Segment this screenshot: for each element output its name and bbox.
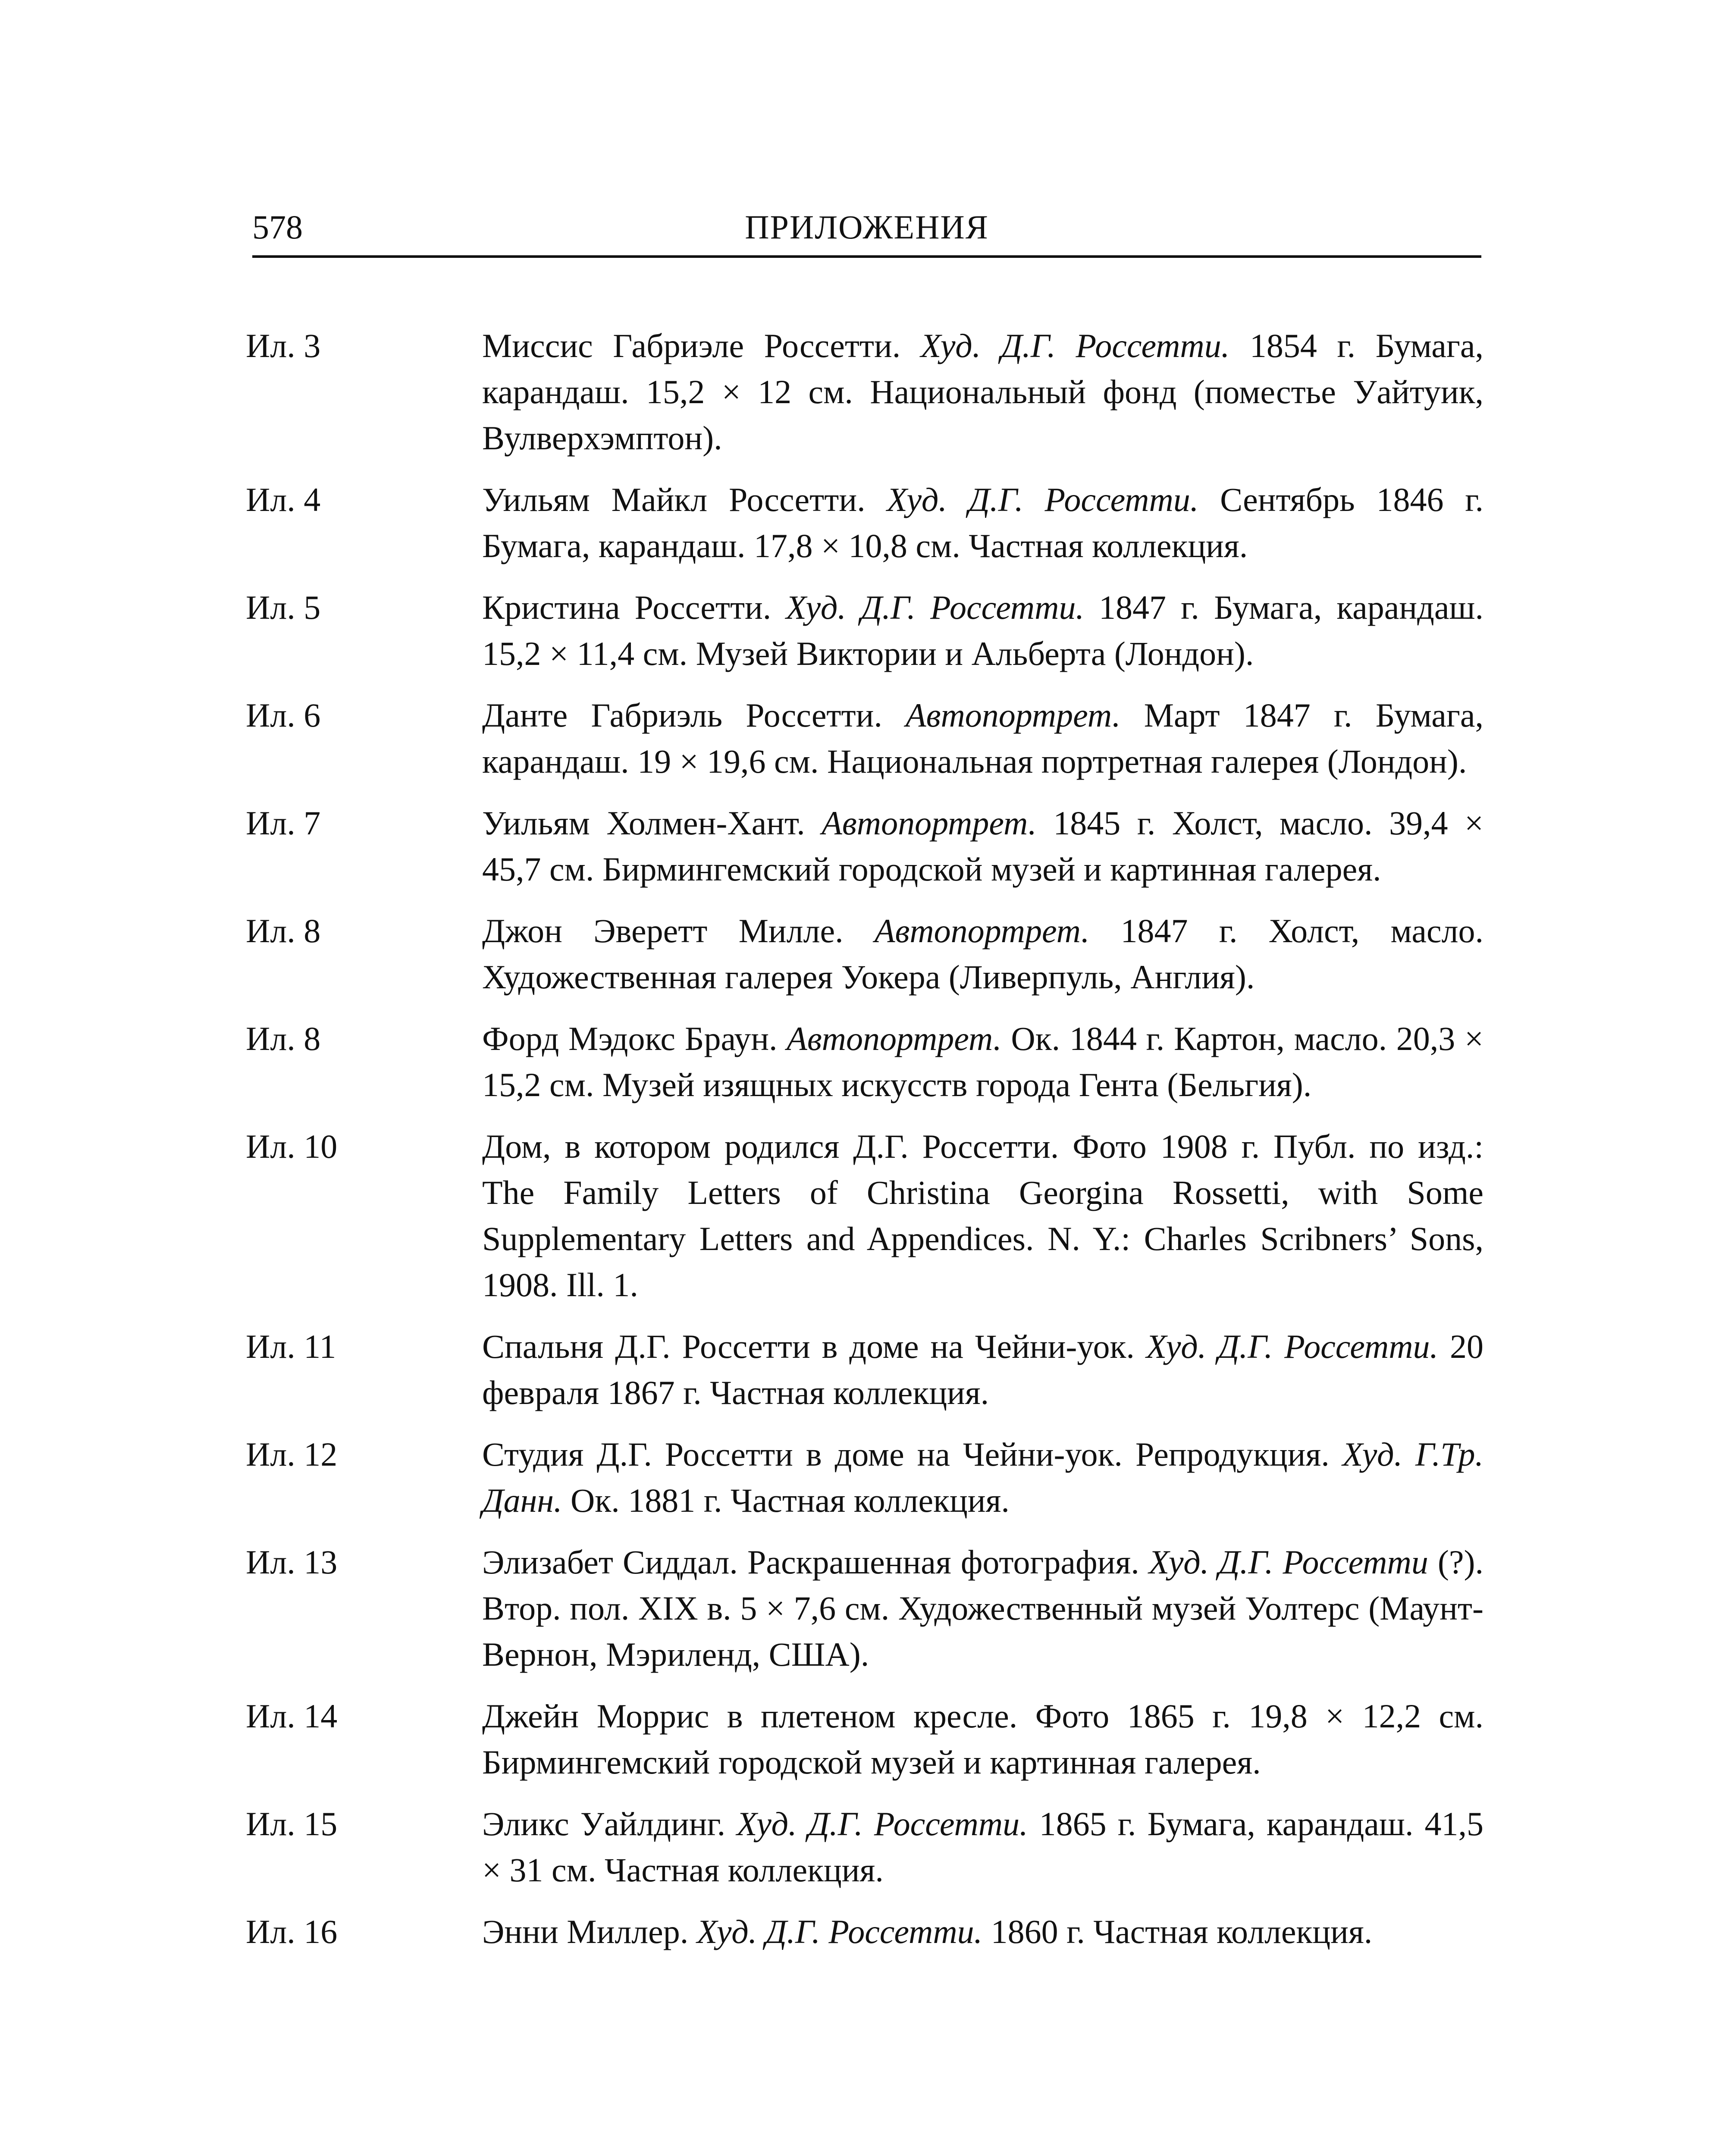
description-text: 1854 г. Бумага, карандаш. 15,2 × 12 см. Национальный фонд (поместье Уайтуик, Вулверхэмптон). [482,327,1484,457]
illustration-entry [246,476,1484,569]
illustration-description [482,1908,1484,1955]
illustration-entry [246,692,1484,784]
description-text: 1847 г. Бумага, карандаш. 15,2 × 11,4 см. Музей Виктории и Альберта (Лондон). [482,589,1484,672]
page-number: 578 [252,208,303,246]
illustration-entry [246,908,1484,1000]
artist-credit: Автопортрет. [905,696,1121,734]
illustration-description [482,1323,1484,1416]
description-text: Март 1847 г. Бумага, карандаш. 19 × 19,6 см. Национальная портретная галерея (Лондон). [482,696,1484,780]
description-text: Дом, в котором родился Д.Г. Россетти. Фото 1908 г. Публ. по изд.: The Family Letters of Christina Georgina Rossetti, with Some Supplementary Letters and Appendices. N. Y.: Charles Scribners’ Sons, 1908. Ill. 1. [482,1128,1484,1304]
description-text: 1847 г. Холст, масло. Художественная галерея Уокера (Ливерпуль, Англия). [482,912,1484,996]
artist-credit: Автопортрет. [822,804,1037,842]
description-text: 20 февраля 1867 г. Частная коллекция. [482,1328,1484,1411]
artist-credit: Худ. Д.Г. Россетти. [696,1913,983,1950]
description-text: Ок. 1881 г. Частная коллекция. [562,1482,1010,1519]
artist-credit: Худ. Д.Г. Россетти. [786,589,1084,626]
illustration-description [482,1123,1484,1308]
description-text: 1865 г. Бумага, карандаш. 41,5 × 31 см. Частная коллекция. [482,1805,1484,1889]
illustration-description [482,908,1484,1000]
illustration-label: Ил. 15 [246,1805,338,1843]
illustration-entry [246,1323,1484,1416]
description-text: Кристина Россетти. [482,589,786,626]
illustration-entry [246,1908,1484,1955]
illustration-description [482,1431,1484,1523]
artist-credit: Худ. Г.Тр. Данн. [482,1435,1484,1519]
illustration-label: Ил. 7 [246,804,321,842]
illustration-entry [246,1431,1484,1523]
description-text: Миссис Габриэле Россетти. [482,327,921,364]
description-text: Уильям Майкл Россетти. [482,481,887,518]
artist-credit: Худ. Д.Г. Россетти. [1146,1328,1439,1365]
illustration-description [482,1539,1484,1677]
illustration-label: Ил. 3 [246,327,321,364]
illustration-description [482,1801,1484,1893]
illustration-description [482,1015,1484,1108]
illustration-label: Ил. 6 [246,696,321,734]
page-header [252,199,1481,258]
illustration-label: Ил. 8 [246,912,321,950]
illustration-description [482,692,1484,784]
illustration-list [246,323,1484,1970]
illustration-label: Ил. 13 [246,1543,338,1581]
description-text: Форд Мэдокс Браун. [482,1020,787,1057]
illustration-description [482,1693,1484,1785]
illustration-label: Ил. 16 [246,1913,338,1950]
running-title: ПРИЛОЖЕНИЯ [745,208,989,246]
illustration-label: Ил. 4 [246,481,321,518]
illustration-entry [246,1123,1484,1308]
illustration-label: Ил. 8 [246,1020,321,1057]
description-text: 1845 г. Холст, масло. 39,4 × 45,7 см. Бирмингемский городской музей и картинная галерея. [482,804,1484,888]
illustration-label: Ил. 14 [246,1697,338,1735]
illustration-description [482,476,1484,569]
description-text: (?). Втор. пол. XIX в. 5 × 7,6 см. Художественный музей Уолтерс (Маунт-Вернон, Мэриленд, США). [482,1543,1484,1673]
description-text: Ок. 1844 г. Картон, масло. 20,3 × 15,2 см. Музей изящных искусств города Гента (Бельгия). [482,1020,1484,1103]
artist-credit: Худ. Д.Г. Россетти. [920,327,1230,364]
illustration-description [482,800,1484,892]
artist-credit: Худ. Д.Г. Россетти. [887,481,1199,518]
illustration-entry [246,800,1484,892]
artist-credit: Худ. Д.Г. Россетти [1148,1543,1428,1581]
illustration-entry [246,1539,1484,1677]
illustration-entry [246,1801,1484,1893]
illustration-entry [246,323,1484,461]
artist-credit: Худ. Д.Г. Россетти. [737,1805,1028,1843]
artist-credit: Автопортрет. [874,912,1090,950]
illustration-label: Ил. 10 [246,1128,338,1165]
illustration-entry [246,584,1484,677]
description-text: Студия Д.Г. Россетти в доме на Чейни-уок. Репродукция. [482,1435,1342,1473]
description-text: Данте Габриэль Россетти. [482,696,906,734]
description-text: Спальня Д.Г. Россетти в доме на Чейни-уок. [482,1328,1146,1365]
illustration-label: Ил. 5 [246,589,321,626]
illustration-label: Ил. 12 [246,1435,338,1473]
description-text: Энни Миллер. [482,1913,697,1950]
illustration-description [482,323,1484,461]
description-text: Джейн Моррис в плетеном кресле. Фото 1865 г. 19,8 × 12,2 см. Бирмингемский городской музей и картинная галерея. [482,1697,1484,1781]
artist-credit: Автопортрет. [787,1020,1002,1057]
description-text: 1860 г. Частная коллекция. [982,1913,1373,1950]
illustration-entry [246,1015,1484,1108]
illustration-label: Ил. 11 [246,1328,336,1365]
illustration-entry [246,1693,1484,1785]
description-text: Уильям Холмен-Хант. [482,804,822,842]
illustration-description [482,584,1484,677]
description-text: Элизабет Сиддал. Раскрашенная фотография. [482,1543,1149,1581]
description-text: Эликс Уайлдинг. [482,1805,737,1843]
description-text: Сентябрь 1846 г. Бумага, карандаш. 17,8 × 10,8 см. Частная коллекция. [482,481,1484,564]
description-text: Джон Эверетт Милле. [482,912,875,950]
